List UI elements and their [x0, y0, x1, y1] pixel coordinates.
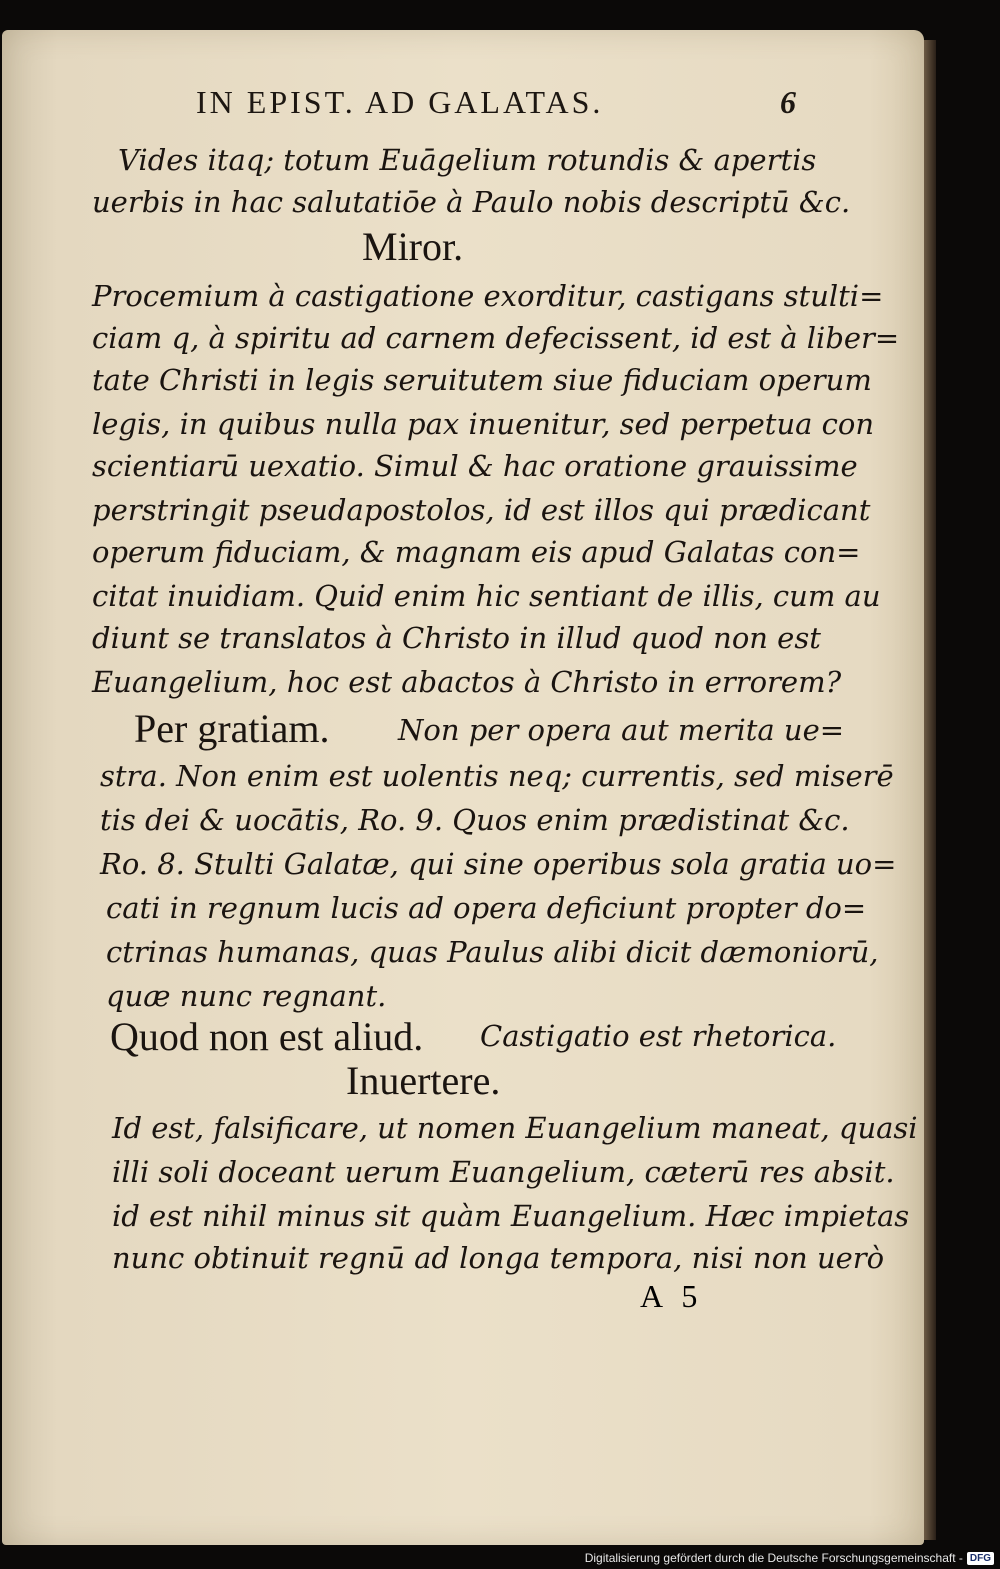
text-line: ciam q, à spiritu ad carnem defecissent, id est à liber= — [92, 321, 900, 355]
text-line: Vides itaq; totum Euāgelium rotundis & apertis — [118, 143, 817, 177]
page-number: 6 — [780, 84, 796, 120]
section-heading-quod-non-est-aliud: Quod non est aliud. — [110, 1014, 424, 1059]
text-line: uerbis in hac salutatiōe à Paulo nobis descriptū &c. — [92, 185, 851, 219]
text-line: Euangelium, hoc est abactos à Christo in errorem? — [92, 665, 842, 699]
digitization-credit — [585, 1551, 994, 1565]
dfg-logo-icon: DFG — [967, 1552, 994, 1565]
text-line: cati in regnum lucis ad opera deficiunt propter do= — [106, 891, 867, 925]
text-line: Castigatio est rhetorica. — [480, 1019, 837, 1053]
text-line: ctrinas humanas, quas Paulus alibi dicit dæmoniorū, — [106, 935, 879, 969]
text-line: illi soli doceant uerum Euangelium, cæterū res absit. — [112, 1155, 895, 1189]
section-heading-miror: Miror. — [362, 224, 464, 269]
text-line: tate Christi in legis seruitutem siue fiduciam operum — [92, 363, 872, 397]
text-line: citat inuidiam. Quid enim hic sentiant de illis, cum au — [92, 579, 881, 613]
section-heading-per-gratiam: Per gratiam. — [134, 706, 330, 751]
text-line: Id est, falsificare, ut nomen Euangelium maneat, quasi — [112, 1111, 918, 1145]
text-line: scientiarū uexatio. Simul & hac oratione grauissime — [92, 449, 858, 483]
text-line: diunt se translatos à Christo in illud quod non est — [92, 621, 821, 655]
text-line: quæ nunc regnant. — [106, 979, 387, 1013]
section-heading-inuertere: Inuertere. — [346, 1058, 501, 1103]
text-line: Procemium à castigatione exorditur, castigans stulti= — [92, 279, 884, 313]
text-line: Ro. 8. Stulti Galatæ, qui sine operibus sola gratia uo= — [100, 847, 897, 881]
text-line: nunc obtinuit regnū ad longa tempora, nisi non uerò — [112, 1241, 885, 1275]
text-line: Non per opera aut merita ue= — [398, 713, 845, 747]
text-line: stra. Non enim est uolentis neq; currentis, sed miserē — [100, 759, 894, 793]
text-line: perstringit pseudapostolos, id est illos qui prædicant — [92, 493, 871, 527]
running-head: IN EPIST. AD GALATAS. — [196, 84, 604, 120]
text-line: legis, in quibus nulla pax inuenitur, sed perpetua con — [92, 407, 875, 441]
text-line: id est nihil minus sit quàm Euangelium. Hæc impietas — [112, 1199, 910, 1233]
text-line: tis dei & uocātis, Ro. 9. Quos enim prædistinat &c. — [100, 803, 850, 837]
credit-text: Digitalisierung gefördert durch die Deutsche Forschungsgemeinschaft - — [584, 1551, 963, 1565]
text-line: operum fiduciam, & magnam eis apud Galatas con= — [92, 535, 861, 569]
signature-mark: A 5 — [640, 1278, 704, 1314]
